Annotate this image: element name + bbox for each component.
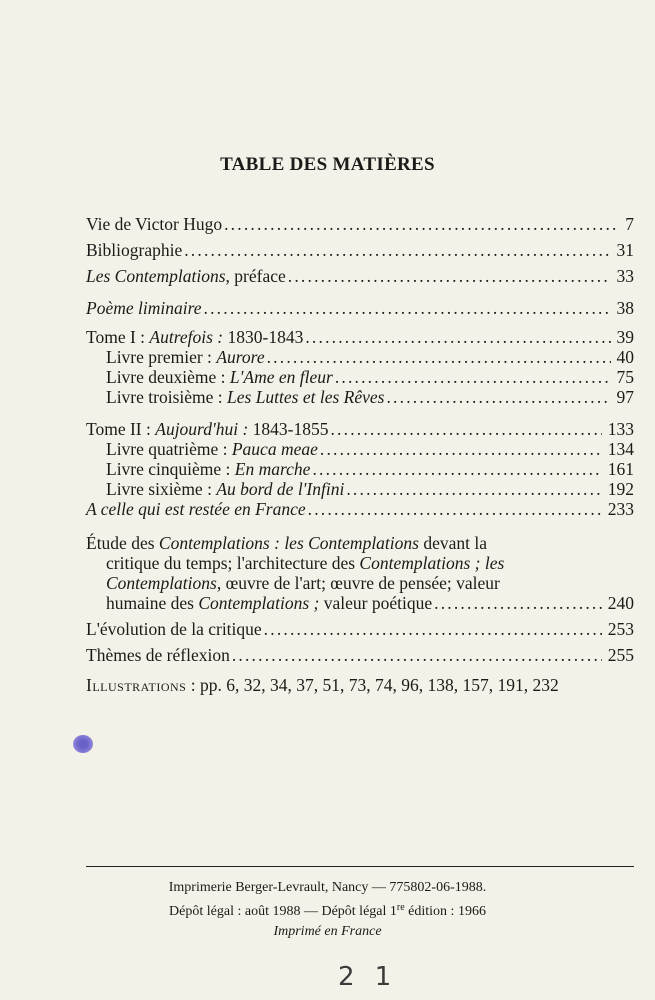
toc-page-number: 39 [616,327,634,347]
toc-entry-label [106,479,344,499]
text: Bibliographie [86,240,183,260]
toc-page-number: 253 [607,619,634,639]
text: devant la [418,533,488,553]
leader-dots [184,240,610,260]
imprint-printer: Imprimerie Berger-Levrault, Nancy — 775802-06-1988. [168,880,487,895]
leader-dots [312,459,601,479]
ink-stamp-mark [73,735,93,753]
leader-dots [305,327,610,347]
text: , œuvre de l'art; œuvre de pensée; valeur [216,573,500,593]
text: Thèmes de réflexion [86,645,230,665]
toc-entry-label [106,387,384,407]
leader-dots [288,266,611,286]
leader-dots [346,479,601,499]
italic-text: Les Contemplations [86,266,226,286]
toc-group-main [86,214,634,519]
text: Tome II : [86,419,156,439]
toc-entry-label [86,619,262,639]
toc-page-number: 75 [616,367,634,387]
leader-dots [264,619,602,639]
etude-line-2 [86,553,634,573]
toc-entry-label [86,419,328,439]
imprint-superscript: re [396,902,405,913]
leader-dots [330,419,601,439]
toc-entry [86,619,634,639]
leader-dots [335,367,611,387]
italic-text: Les Luttes et les Rêves [227,387,385,407]
imprint-legal-text: Dépôt légal : août 1988 — Dépôt légal 1 [169,904,397,919]
leader-dots [386,387,610,407]
table-of-contents [86,214,634,695]
toc-entry-label [86,214,222,234]
text: valeur poétique [319,593,433,613]
toc-page-number: 133 [607,419,634,439]
toc-entry-label [86,266,286,286]
toc-entry [86,387,634,407]
toc-entry [86,419,634,439]
leader-dots [224,214,619,234]
italic-text: Contemplations ; [198,593,320,613]
toc-entry-etude [86,533,634,613]
toc-entry [86,459,634,479]
etude-line-4 [86,593,634,613]
toc-entry-illustrations [86,675,634,695]
italic-text: Pauca meae [231,439,318,459]
toc-page-number: 134 [607,439,634,459]
leader-dots [434,593,602,613]
italic-text: Autrefois : [149,327,224,347]
toc-entry-label [86,499,306,519]
text: Étude des [86,533,159,553]
imprint-country-text: Imprimé en France [273,924,382,939]
text: 1843-1855 [248,419,329,439]
toc-entry-label [86,240,182,260]
toc-entry [86,347,634,367]
text: 1830-1843 [223,327,304,347]
leader-dots [204,298,611,318]
imprint-block [0,878,655,942]
divider-rule [86,866,634,867]
etude-line-3 [86,573,634,593]
toc-page-number: 255 [607,645,634,665]
italic-text: En marche [234,459,311,479]
etude-line-1 [86,533,634,553]
etude-last-label [106,593,432,613]
text: , préface [225,266,286,286]
toc-page-number: 33 [616,266,634,286]
imprint-legal [0,898,655,922]
toc-entry [86,645,634,665]
italic-text: Contemplations : les Contemplations [158,533,419,553]
italic-text: Poème liminaire [86,298,202,318]
leader-dots [320,439,602,459]
italic-text: Aurore [216,347,265,367]
toc-page-number: 38 [616,298,634,318]
toc-page-number: 161 [607,459,634,479]
text: Livre troisième : [106,387,228,407]
italic-text: Contemplations [106,573,217,593]
toc-entry-label [86,327,303,347]
toc-page-number: 192 [607,479,634,499]
text: Livre premier : [106,347,217,367]
text: humaine des [106,593,199,613]
toc-entry [86,266,634,286]
toc-page-number: 97 [616,387,634,407]
italic-text: L'Ame en fleur [229,367,333,387]
leader-dots [232,645,602,665]
toc-entry-label [106,439,318,459]
toc-entry [86,240,634,260]
text: L'évolution de la critique [86,619,262,639]
toc-entry [86,499,634,519]
italic-text: A celle qui est restée en France [86,499,306,519]
italic-text: Contemplations ; les [359,553,505,573]
toc-page-number: 40 [616,347,634,367]
illustrations-label: Illustrations [86,675,187,695]
toc-entry-label [106,367,333,387]
toc-page-number: 233 [607,499,634,519]
text: Tome I : [86,327,150,347]
toc-entry-label [106,347,265,367]
imprint-country [0,922,655,942]
page-title: TABLE DES MATIÈRES [220,154,435,175]
toc-entry [86,298,634,318]
toc-entry [86,439,634,459]
toc-page-number: 240 [607,593,634,613]
italic-text: Au bord de l'Infini [216,479,345,499]
toc-group-end [86,619,634,665]
toc-entry [86,327,634,347]
illustrations-pages: : pp. 6, 32, 34, 37, 51, 73, 74, 96, 138, 157, 191, 232 [186,675,559,695]
toc-entry [86,367,634,387]
toc-entry [86,479,634,499]
toc-page-number: 7 [625,214,634,234]
leader-dots [308,499,602,519]
text: Livre deuxième : [106,367,230,387]
toc-entry-label [86,298,202,318]
toc-entry-label [86,645,230,665]
toc-entry-label [106,459,310,479]
text: Livre cinquième : [106,459,235,479]
imprint-legal-edition: édition : 1966 [404,904,486,919]
toc-entry [86,214,634,234]
handwritten-note: 2 1 [338,962,398,992]
italic-text: Aujourd'hui : [155,419,249,439]
text: Vie de Victor Hugo [86,214,223,234]
text: Livre sixième : [106,479,217,499]
leader-dots [267,347,611,367]
toc-page-number: 31 [616,240,634,260]
text: Livre quatrième : [106,439,232,459]
text: critique du temps; l'architecture des [106,553,360,573]
